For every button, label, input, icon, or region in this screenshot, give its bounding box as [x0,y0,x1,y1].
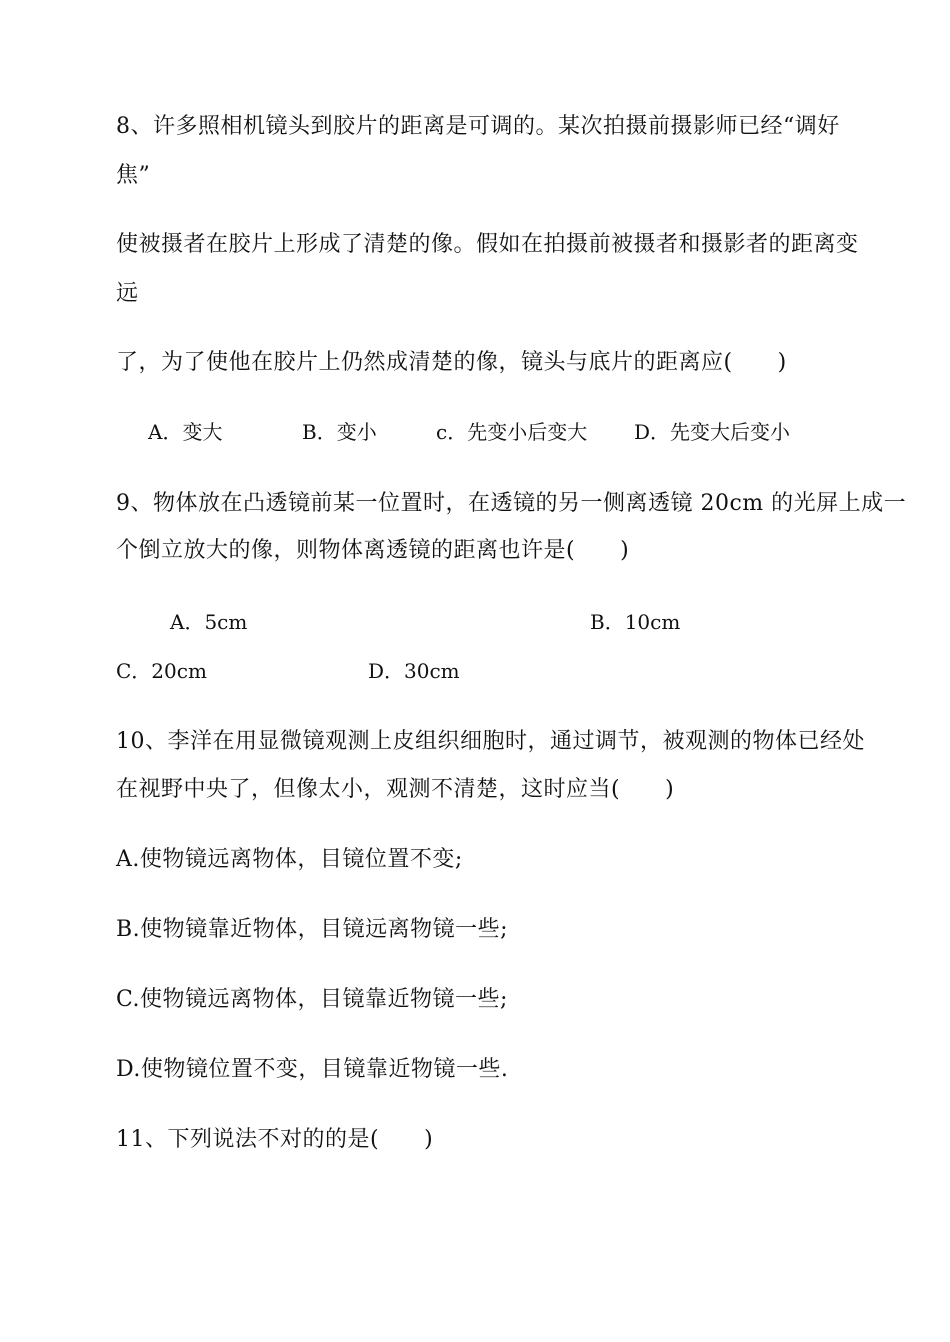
q8-option-a: A．变大 [148,420,223,444]
q9-option-b: B．10cm [590,610,681,634]
q10-text-line-1: 10、李洋在用显微镜观测上皮组织细胞时，通过调节，被观测的物体已经处 [116,729,865,754]
q9-option-a: A．5cm [170,610,248,634]
q10-text-line-2: 在视野中央了，但像太小，观测不清楚，这时应当( ) [116,777,675,802]
q8-text-line-1: 8、许多照相机镜头到胶片的距离是可调的。某次拍摄前摄影师已经“调好 [116,114,840,139]
q8-option-c: c．先变小后变大 [436,420,588,444]
q11-text-line-1: 11、下列说法不对的的是( ) [116,1127,434,1152]
q8-text-line-5: 了，为了使他在胶片上仍然成清楚的像，镜头与底片的距离应( ) [116,350,787,375]
q10-option-b: B.使物镜靠近物体，目镜远离物镜一些; [116,917,509,942]
q10-option-c: C.使物镜远离物体，目镜靠近物镜一些; [116,987,508,1012]
q9-option-d: D．30cm [368,659,460,683]
q8-text-line-3: 使被摄者在胶片上形成了清楚的像。假如在拍摄前被摄者和摄影者的距离变 [116,232,859,257]
q10-option-a: A.使物镜远离物体，目镜位置不变; [116,847,463,872]
q8-text-line-2: 焦” [116,163,151,188]
q8-option-d: D．先变大后变小 [634,420,791,444]
q9-text-line-1: 9、物体放在凸透镜前某一位置时，在透镜的另一侧离透镜 20cm 的光屏上成一 [116,491,907,516]
q10-option-d: D.使物镜位置不变，目镜靠近物镜一些. [116,1057,509,1082]
q9-text-line-2: 个倒立放大的像，则物体离透镜的距离也许是( ) [116,538,630,563]
q8-text-line-4: 远 [116,281,139,306]
q8-option-b: B．变小 [302,420,377,444]
q9-option-c: C．20cm [116,659,207,683]
